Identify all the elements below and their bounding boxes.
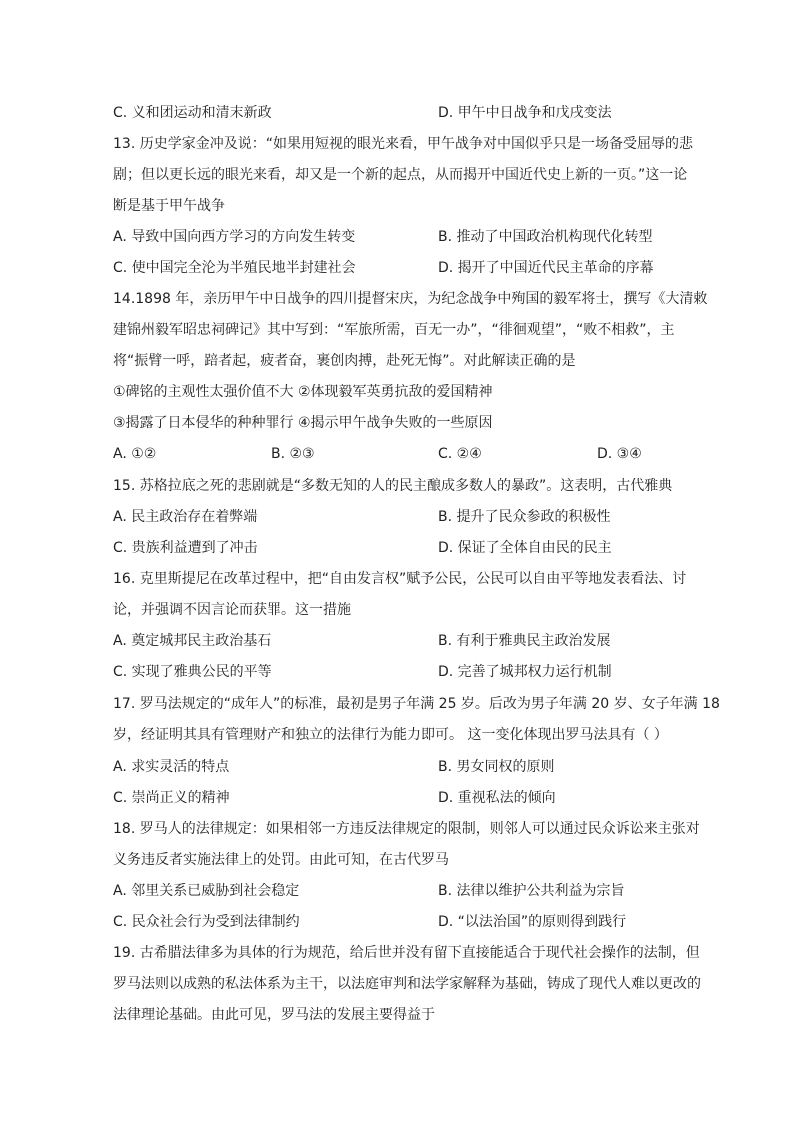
- q15-stem-line-1: 15. 苏格拉底之死的悲剧就是“多数无知的人的民主酿成多数人的暴政”。这表明，古代雅典: [113, 478, 673, 494]
- q19-stem-line-3: 法律理论基础。由此可见，罗马法的发展主要得益于: [113, 1007, 435, 1023]
- q18-option-d: D. “以法治国”的原则得到践行: [438, 914, 627, 930]
- q13-option-b: B. 推动了中国政治机构现代化转型: [438, 229, 653, 245]
- q15-option-b: B. 提升了民众参政的积极性: [438, 509, 611, 525]
- q13-stem-line-1: 13. 历史学家金冲及说：“如果用短视的眼光来看，甲午战争对中国似乎只是一场备受屈辱的悲: [113, 136, 693, 152]
- q14-stem-line-3: 将“振臂一呼，踣者起，疲者奋，裹创肉搏，赴死无悔”。对此解读正确的是: [113, 353, 576, 369]
- q19-stem-line-2: 罗马法则以成熟的私法体系为主干，以法庭审判和法学家解释为基础，铸成了现代人难以更改的: [113, 976, 701, 992]
- q12-option-d: D. 甲午中日战争和戊戌变法: [438, 105, 612, 121]
- q17-stem-line-2: 岁，经证明其具有管理财产和独立的法律行为能力即可。 这一变化体现出罗马法具有（ ）: [113, 727, 668, 743]
- q15-option-a: A. 民主政治存在着弊端: [113, 509, 258, 525]
- q14-stem-line-2: 建锦州毅军昭忠祠碑记》其中写到：“军旅所需，百无一办”，“徘徊观望”，“败不相救”，主: [113, 322, 675, 338]
- q14-statements-line-2: ③揭露了日本侵华的种种罪行 ④揭示甲午战争失败的一些原因: [113, 415, 493, 431]
- q17-stem-line-1: 17. 罗马法规定的“成年人”的标准，最初是男子年满 25 岁。后改为男子年满 20 岁、女子年满 18: [113, 696, 720, 712]
- q16-option-a: A. 奠定城邦民主政治基石: [113, 633, 272, 649]
- q14-stem-line-1: 14.1898 年，亲历甲午中日战争的四川提督宋庆，为纪念战争中殉国的毅军将士，撰写《大清敕: [113, 291, 708, 307]
- q13-option-d: D. 揭开了中国近代民主革命的序幕: [438, 260, 654, 276]
- q17-option-a: A. 求实灵活的特点: [113, 759, 230, 775]
- q15-option-d: D. 保证了全体自由民的民主: [438, 540, 612, 556]
- q18-option-b: B. 法律以维护公共利益为宗旨: [438, 883, 625, 899]
- q13-option-c: C. 使中国完全沦为半殖民地半封建社会: [113, 260, 356, 276]
- q17-option-d: D. 重视私法的倾向: [438, 790, 556, 806]
- q15-option-c: C. 贵族利益遭到了冲击: [113, 540, 258, 556]
- q13-option-a: A. 导致中国向西方学习的方向发生转变: [113, 229, 356, 245]
- q18-option-a: A. 邻里关系已威胁到社会稳定: [113, 883, 300, 899]
- q16-option-b: B. 有利于雅典民主政治发展: [438, 633, 611, 649]
- q14-option-b: B. ②③: [271, 446, 315, 462]
- q16-stem-line-1: 16. 克里斯提尼在改革过程中，把“自由发言权”赋予公民，公民可以自由平等地发表看法、讨: [113, 571, 687, 587]
- q16-stem-line-2: 论，并强调不因言论而获罪。这一措施: [113, 602, 351, 618]
- q12-option-c: C. 义和团运动和清末新政: [113, 105, 272, 121]
- q13-stem-line-3: 断是基于甲午战争: [113, 198, 225, 214]
- q18-stem-line-2: 义务违反者实施法律上的处罚。由此可知，在古代罗马: [113, 852, 449, 868]
- q14-statements-line-1: ①碑铭的主观性太强价值不大 ②体现毅军英勇抗敌的爱国精神: [113, 384, 493, 400]
- q18-option-c: C. 民众社会行为受到法律制约: [113, 914, 300, 930]
- q13-stem-line-2: 剧；但以更长远的眼光来看，却又是一个新的起点，从而揭开中国近代史上新的一页。”这一论: [113, 167, 688, 183]
- q17-option-b: B. 男女同权的原则: [438, 759, 555, 775]
- q17-option-c: C. 崇尚正义的精神: [113, 790, 230, 806]
- q19-stem-line-1: 19. 古希腊法律多为具体的行为规范，给后世并没有留下直接能适合于现代社会操作的法制，但: [113, 945, 700, 961]
- q14-option-a: A. ①②: [113, 446, 157, 462]
- q16-option-d: D. 完善了城邦权力运行机制: [438, 664, 612, 680]
- q16-option-c: C. 实现了雅典公民的平等: [113, 664, 272, 680]
- q18-stem-line-1: 18. 罗马人的法律规定：如果相邻一方违反法律规定的限制，则邻人可以通过民众诉讼来主张对: [113, 821, 700, 837]
- q14-option-d: D. ③④: [597, 446, 642, 462]
- q14-option-c: C. ②④: [438, 446, 482, 462]
